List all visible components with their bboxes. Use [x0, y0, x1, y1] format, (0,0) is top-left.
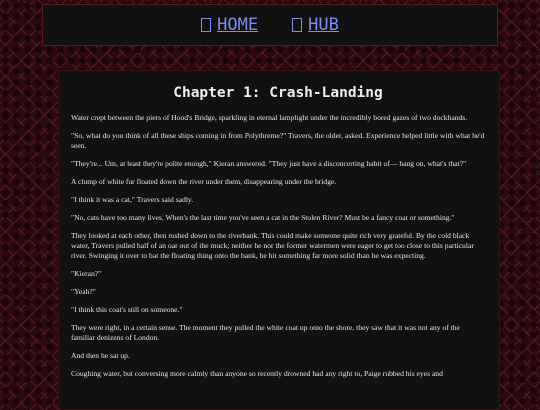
paragraph: "Yeah?" [71, 287, 96, 296]
home-link[interactable] [201, 15, 258, 35]
paragraph: "So, what do you think of all these ships coming in from Polythreme?" Travers, the older, asked. Experience helped little with what he'd seen. [71, 131, 485, 150]
paragraph: "Kieran?" [71, 269, 102, 278]
home-icon [201, 18, 211, 32]
hub-icon [292, 18, 302, 32]
paragraph: "I think it was a cat," Travers said sadly. [71, 195, 194, 204]
chapter-content [58, 70, 500, 410]
paragraph: A clump of white fur floated down the river under them, disappearing under the bridge. [71, 177, 337, 186]
top-navigation [42, 4, 498, 46]
paragraph: "They're... Um, at least they're polite enough," Kieran answered. "They just have a disconcerting habit of— hang on, what's that?" [71, 159, 467, 168]
paragraph: Coughing water, but conversing more calmly than anyone so recently drowned had any right to, Paige rubbed his eyes and [71, 369, 443, 378]
home-link-label: HOME [217, 15, 259, 35]
paragraph: "I think this coat's still on someone." [71, 305, 183, 314]
paragraph: They were right, in a certain sense. The moment they pulled the white coat up onto the shore, they saw that it was not any of the familiar denizens of London. [71, 323, 460, 342]
paragraph: They looked at each other, then rushed down to the riverbank. This could make someone quite rich very grateful. By the cold black water, Travers pulled half of an oar out of the muck; neither he nor the former watermen were eager to get too close to this particular river. Swinging it over to bat the floating thing onto the bank, he hit something far more solid than he was expecting. [71, 231, 474, 260]
paragraph: Water crept between the piers of Hood's Bridge, sparkling in eternal lamplight under the incredibly bored gazes of two dockhands. [71, 113, 468, 122]
paragraph: And then he sat up. [71, 351, 130, 360]
chapter-title: Chapter 1: Crash-Landing [173, 85, 383, 101]
hub-link-label: HUB [308, 15, 339, 35]
hub-link[interactable] [292, 15, 339, 35]
paragraph: "No, cats have too many lives. When's the last time you've seen a cat in the Stolen River? Must be a fancy coat or something." [71, 213, 455, 222]
